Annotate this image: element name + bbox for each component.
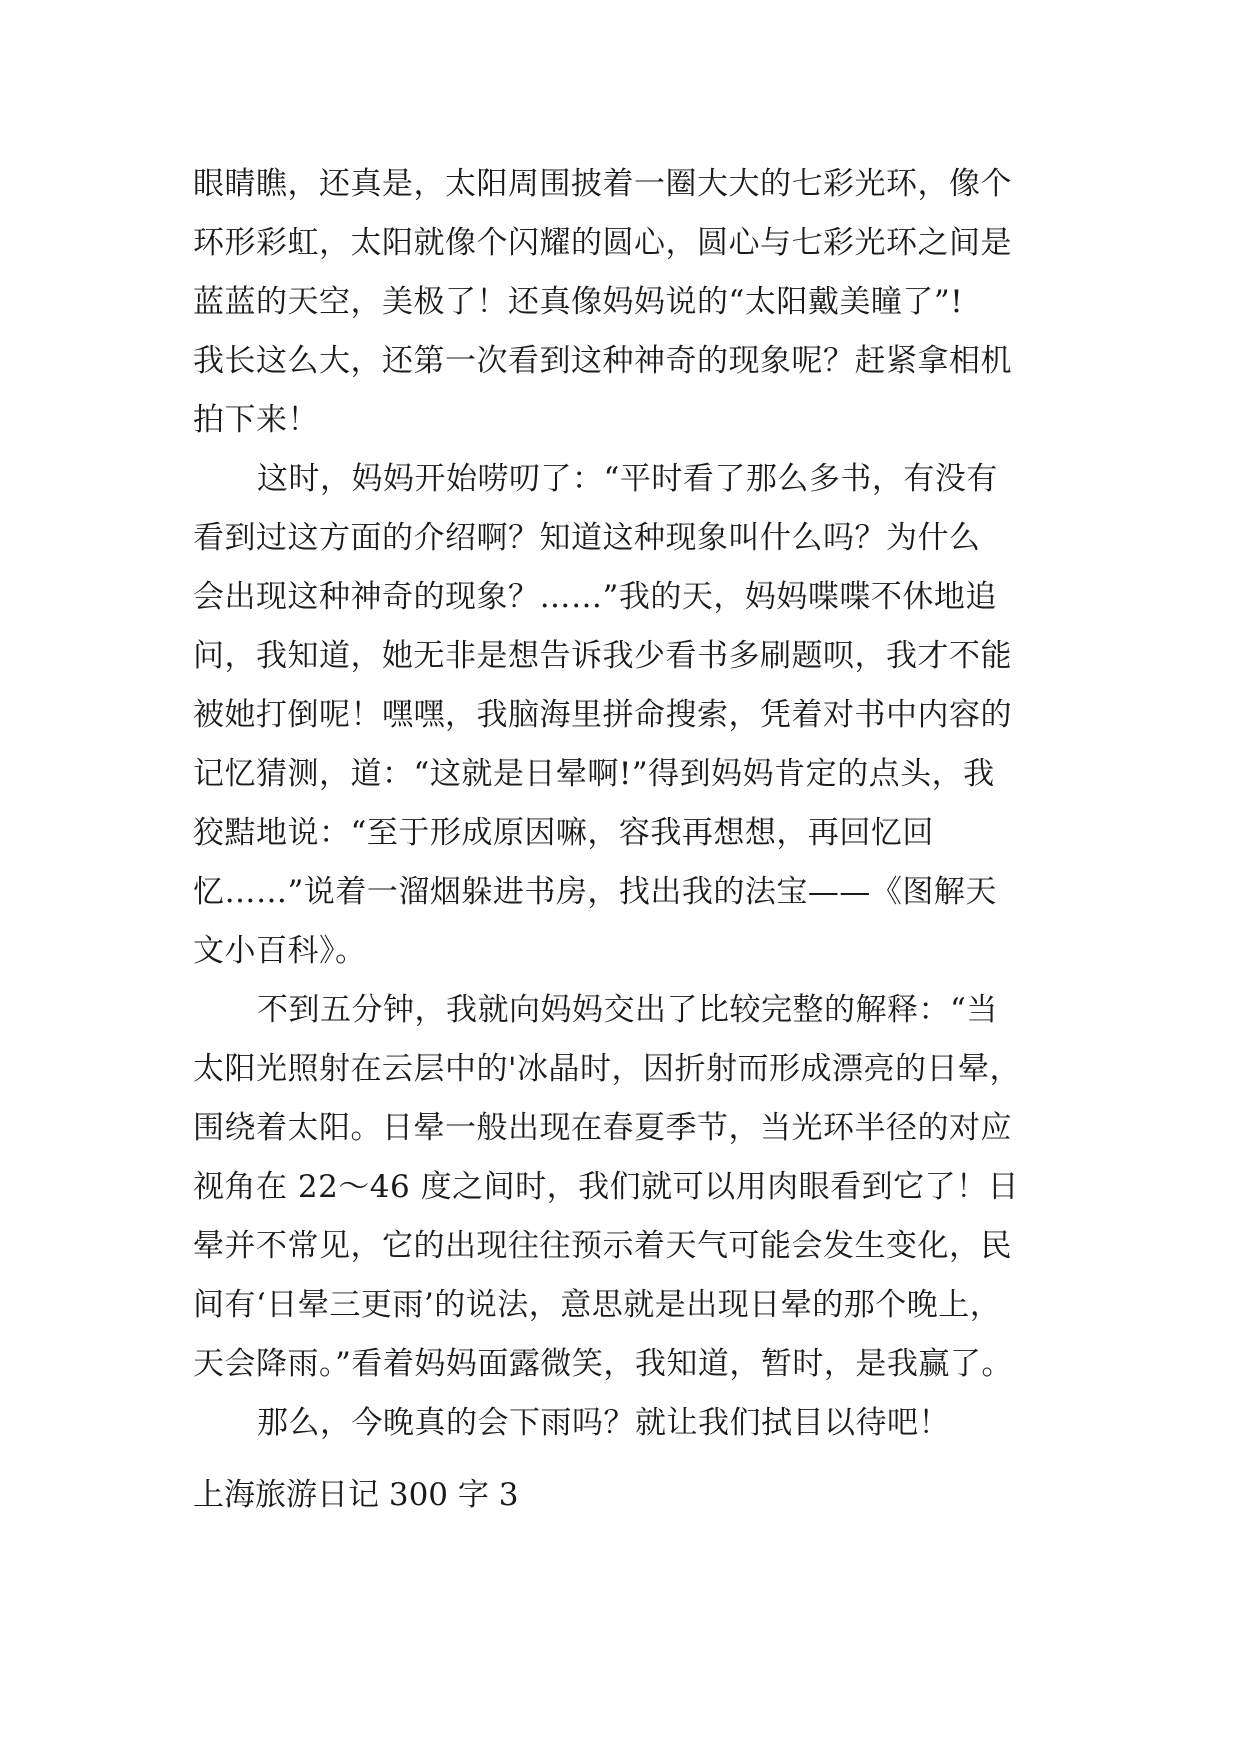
text-line: 狡黠地说：“至于形成原因嘛，容我再想想，再回忆回 (193, 815, 934, 851)
text-line: 眼睛瞧，还真是，太阳周围披着一圈大大的七彩光环，像个 (193, 166, 1012, 202)
paragraph-start-line: 不到五分钟，我就向妈妈交出了比较完整的解释：“当 (257, 992, 998, 1028)
text-line: 视角在 22～46 度之间时，我们就可以用肉眼看到它了！日 (193, 1169, 1020, 1205)
text-line: 间有‘日晕三更雨’的说法，意思就是出现日晕的那个晚上， (193, 1287, 1002, 1323)
text-line: 太阳光照射在云层中的'冰晶时，因折射而形成漂亮的日晕， (193, 1051, 1022, 1087)
paragraph-start-line: 那么，今晚真的会下雨吗？就让我们拭目以待吧！ (257, 1405, 950, 1441)
text-line: 会出现这种神奇的现象？……”我的天，妈妈喋喋不休地追 (193, 579, 997, 615)
text-line: 环形彩虹，太阳就像个闪耀的圆心，圆心与七彩光环之间是 (193, 225, 1012, 261)
text-line: 文小百科》。 (193, 933, 367, 969)
section-heading: 上海旅游日记 300 字 3 (193, 1477, 519, 1513)
text-line: 忆……”说着一溜烟躲进书房，找出我的法宝——《图解天 (193, 874, 997, 910)
text-line: 蓝蓝的天空，美极了！还真像妈妈说的“太阳戴美瞳了”! (193, 284, 964, 320)
text-line: 记忆猜测，道：“这就是日晕啊!”得到妈妈肯定的点头，我 (193, 756, 995, 792)
text-line: 天会降雨。”看着妈妈面露微笑，我知道，暂时，是我赢了。 (193, 1346, 1013, 1382)
text-line: 被她打倒呢！嘿嘿，我脑海里拼命搜索，凭着对书中内容的 (193, 697, 1012, 733)
text-line: 看到过这方面的介绍啊？知道这种现象叫什么吗？为什么 (193, 520, 981, 556)
text-line: 晕并不常见，它的出现往往预示着天气可能会发生变化，民 (193, 1228, 1012, 1264)
text-line: 我长这么大，还第一次看到这种神奇的现象呢？赶紧拿相机 (193, 343, 1012, 379)
text-line: 问，我知道，她无非是想告诉我少看书多刷题呗，我才不能 (193, 638, 1012, 674)
text-line: 拍下来！ (193, 402, 319, 438)
text-line: 围绕着太阳。日晕一般出现在春夏季节，当光环半径的对应 (193, 1110, 1012, 1146)
paragraph-start-line: 这时，妈妈开始唠叨了：“平时看了那么多书，有没有 (257, 461, 998, 497)
